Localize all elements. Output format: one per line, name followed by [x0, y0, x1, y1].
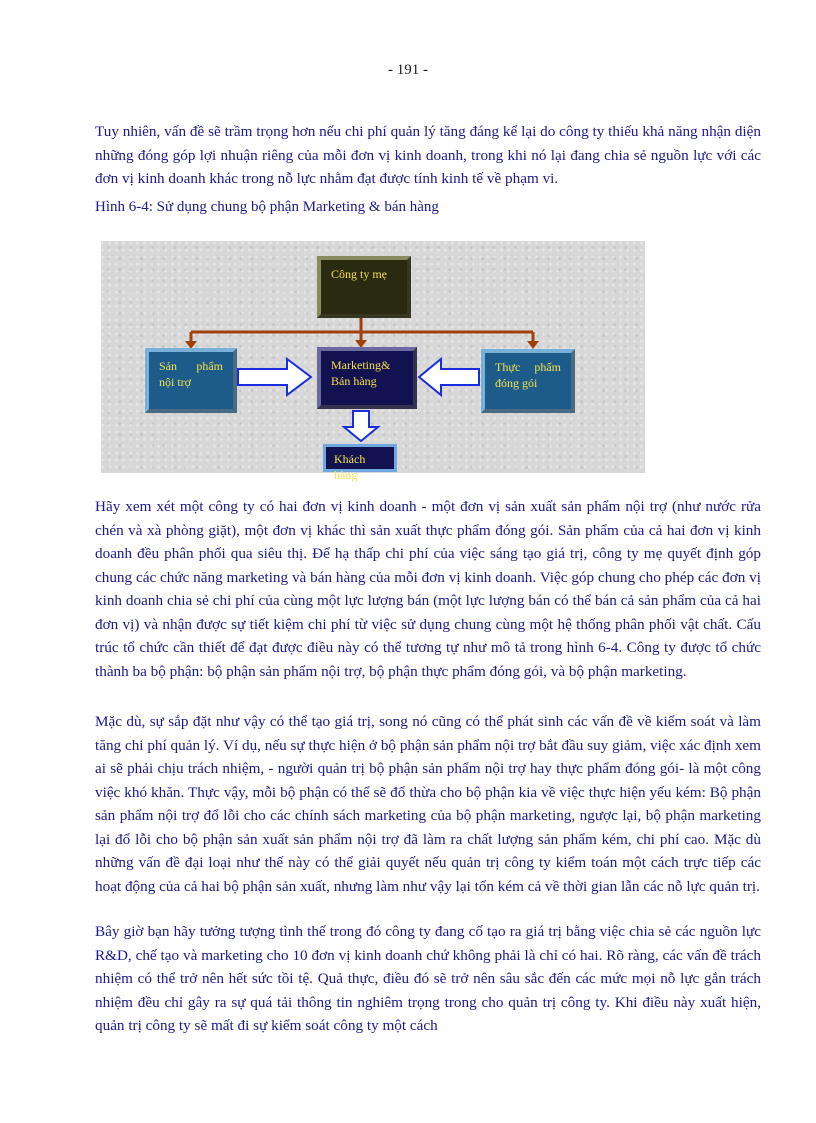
parent-company-box: Công ty mẹ	[317, 256, 411, 318]
paragraph-1: Hãy xem xét một công ty có hai đơn vị kinh doanh - một đơn vị sản xuất sản phẩm nội trợ (như nước rửa chén và xà phòng giặt), một đơn vị khác thì sản xuất thực phẩm đóng gói. Sản phẩm của cả hai đơn vị kinh doanh đều phân phối qua siêu thị. Để hạ thấp chi phí của việc sáng tạo giá trị, công ty mẹ quyết định góp chung các chức năng marketing và bán hàng của mỗi đơn vị kinh doanh. Việc góp chung cho phép các đơn vị kinh doanh chia sẻ chi phí của cùng một lực lượng bán (một lực lượng bán có thể bán cả sản phẩm của cả hai đơn vị) và nhận được sự tiết kiệm chi phí từ việc sử dụng chung cùng một hệ thống phân phối vật chất. Cấu trúc tổ chức cần thiết để đạt được điều này có thể tương tự như mô tả trong hình 6-4. Công ty được tổ chức thành ba bộ phận: bộ phận sản phẩm nội trợ, bộ phận thực phẩm đóng gói, và bộ phận marketing.	[95, 498, 761, 680]
paragraph-3: Bây giờ bạn hãy tưởng tượng tình thế trong đó công ty đang cố tạo ra giá trị bằng việc chia sẻ các nguồn lực R&D, chế tạo và marketing cho 10 đơn vị kinh doanh chứ không phải là chỉ có hai. Rõ ràng, các vấn đề trách nhiệm có thể trở nên hết sức tồi tệ. Quả thực, điều đó sẽ trở nên sâu sắc đến các mức mọi nỗ lực gắn trách nhiệm đều chỉ gây ra sự quá tải thông tin nghiêm trọng trong cho quản trị công ty. Khi điều này xuất hiện, quản trị công ty sẽ mất đi sự kiểm soát công ty một cách	[95, 923, 761, 1034]
intro-paragraph: Tuy nhiên, vấn đề sẽ trầm trọng hơn nếu chi phí quản lý tăng đáng kể lại do công ty thiếu khả năng nhận diện những đóng góp lợi nhuận riêng của mỗi đơn vị kinh doanh, trong khi nó lại đang chia sẻ nguồn lực với các đơn vị kinh doanh khác trong nỗ lực nhằm đạt được tính kinh tế về phạm vi.	[95, 123, 761, 187]
packaged-food-box: Thực phẩm đóng gói	[481, 349, 575, 413]
org-chart-figure	[101, 241, 645, 482]
figure-caption: Hình 6-4: Sử dụng chung bộ phận Marketing & bán hàng	[95, 199, 439, 215]
household-products-box: Sản phẩm nội trợ	[145, 348, 237, 413]
customer-box: Khách hàng	[323, 444, 397, 472]
page-number: - 191 -	[388, 62, 428, 78]
marketing-sales-box: Marketing& Bán hàng	[317, 347, 417, 409]
paragraph-2: Mặc dù, sự sắp đặt như vậy có thể tạo giá trị, song nó cũng có thể phát sinh các vấn đề về kiểm soát và làm tăng chi phí quản lý. Ví dụ, nếu sự thực hiện ở bộ phận sản phẩm nội trợ bắt đầu suy giảm, việc xác định xem ai sẽ phải chịu trách nhiệm, - người quản trị bộ phận sản phẩm nội trợ hay thực phẩm đóng gói- là một công việc khó khăn. Thực vậy, mỗi bộ phận có thể sẽ đổ thừa cho bộ phận kia về việc thực hiện yếu kém: Bộ phận sản phẩm nội trợ đổ lỗi cho các chính sách marketing của bộ phận marketing, ngược lại, bộ phận marketing lại đổ lỗi cho bộ phận sản xuất sản phẩm nội trợ đã làm ra chất lượng sản phẩm kém, chi phí cao. Mặc dù những vấn đề đại loại như thế này có thể giải quyết nếu quản trị công ty kiểm toán một cách trực tiếp các hoạt động của cả hai bộ phận sản xuất, nhưng làm như vậy lại tốn kém cả về thời gian lẫn các nỗ lực quản trị.	[95, 713, 761, 895]
